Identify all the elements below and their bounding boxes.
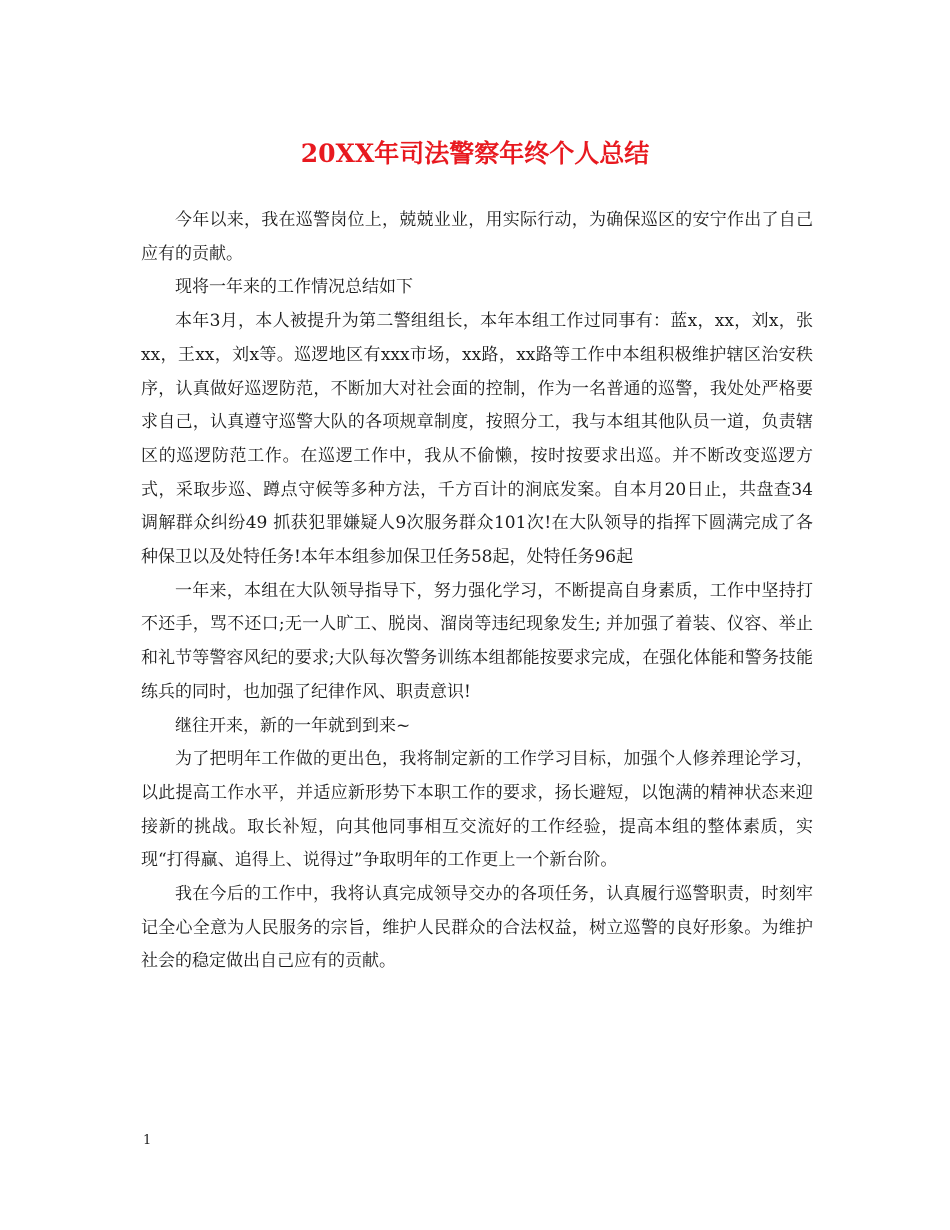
document-title: 20XX年司法警察年终个人总结 [300,139,650,168]
paragraph-intro: 今年以来，我在巡警岗位上，兢兢业业，用实际行动，为确保巡区的安宁作出了自己应有的贡献。 [141,210,813,264]
page-number: 1 [143,1133,152,1148]
paragraph-transition: 继往开来，新的一年就到到来~ [175,715,411,736]
paragraph-next-year-goals: 为了把明年工作做的更出色，我将制定新的工作学习目标，加强个人修养理论学习，以此提高工作水平，并适应新形势下本职工作的要求，扬长避短，以饱满的精神状态来迎接新的挑战。取长补短，向其他同事相互交流好的工作经验，提高本组的整体素质，实现“打得赢、追得上、说得过”争取明年的工作更上一个新台阶。 [141,749,813,871]
paragraph-summary-heading: 现将一年来的工作情况总结如下 [175,277,413,298]
document-body [141,204,813,979]
paragraph-conclusion: 我在今后的工作中，我将认真完成领导交办的各项任务，认真履行巡警职责，时刻牢记全心全意为人民服务的宗旨，维护人民群众的合法权益，树立巡警的良好形象。为维护社会的稳定做出自己应有的贡献。 [141,884,813,972]
paragraph-work-details: 本年3月，本人被提升为第二警组组长，本年本组工作过同事有：蓝x，xx，刘x，张xx，王xx，刘x等。巡逻地区有xxx市场，xx路，xx路等工作中本组积极维护辖区治安秩序，认真做好巡逻防范，不断加大对社会面的控制，作为一名普通的巡警，我处处严格要求自己，认真遵守巡警大队的各项规章制度，按照分工，我与本组其他队员一道，负责辖区的巡逻防范工作。在巡逻工作中，我从不偷懒，按时按要求出巡。并不断改变巡逻方式，采取步巡、蹲点守候等多种方法，千方百计的涧底发案。自本月20日止，共盘查34 调解群众纠纷49 抓获犯罪嫌疑人9次服务群众101次!在大队领导的指挥下圆满完成了各种保卫以及处特任务!本年本组参加保卫任务58起，处特任务96起 [141,311,813,568]
paragraph-discipline: 一年来，本组在大队领导指导下，努力强化学习，不断提高自身素质，工作中坚持打不还手，骂不还口;无一人旷工、脱岗、溜岗等违纪现象发生; 并加强了着装、仪容、举止和礼节等警容风纪的要求;大队每次警务训练本组都能按要求完成，在强化体能和警务技能练兵的同时，也加强了纪律作风、职责意识! [141,580,813,702]
